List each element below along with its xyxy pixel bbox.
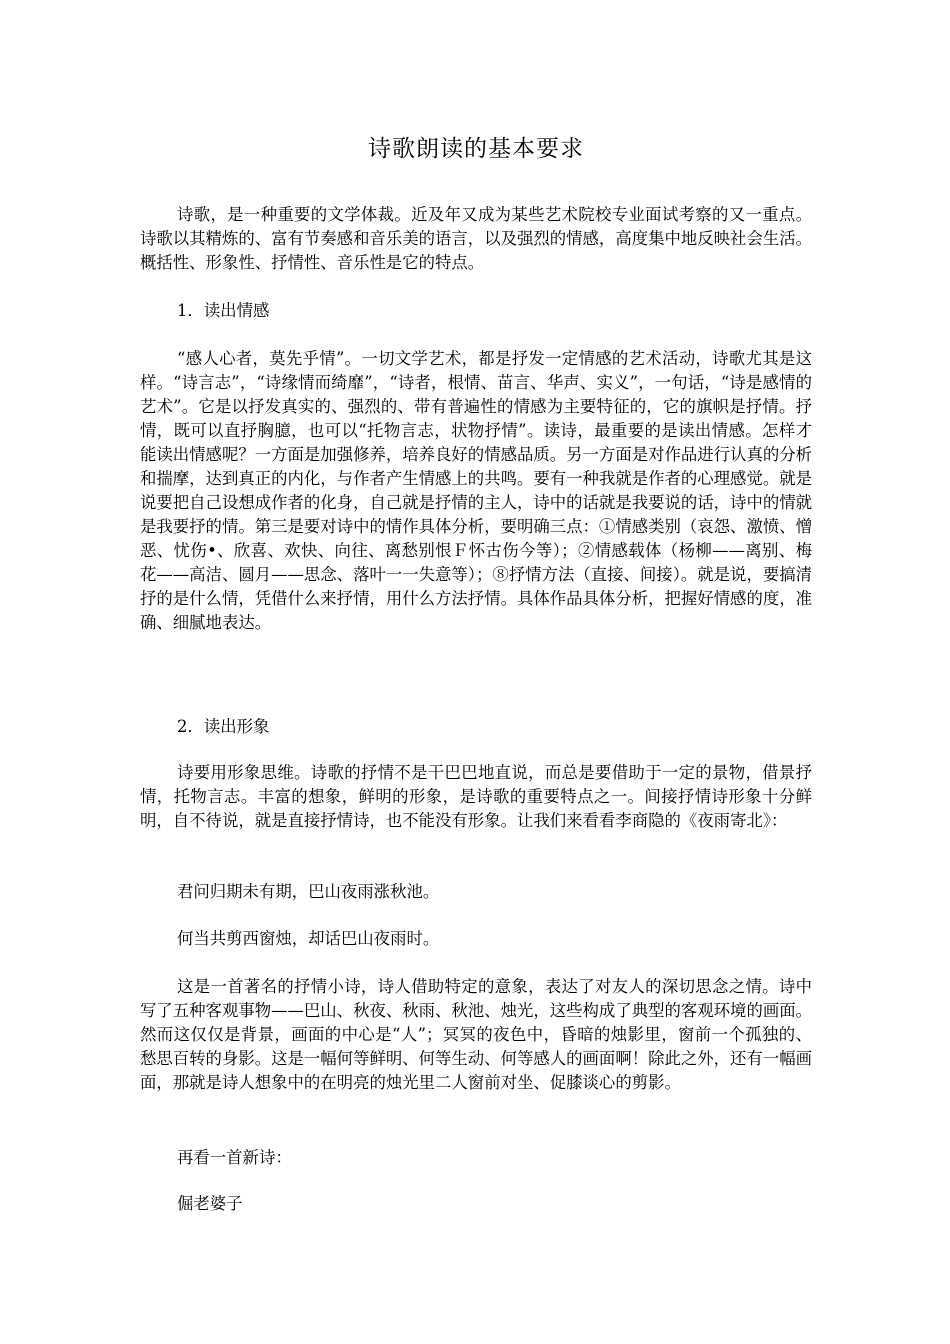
new-poem-title: 倔老婆子 <box>177 1194 243 1213</box>
new-poem-intro: 再看一首新诗： <box>177 1148 292 1167</box>
poem-line-2: 何当共剪西窗烛，却话巴山夜雨时。 <box>177 929 440 948</box>
intro-paragraph: 诗歌，是一种重要的文学体裁。近及年又成为某些艺术院校专业面试考察的又一重点。诗歌以其精炼的、富有节奏感和音乐美的语言，以及强烈的情感，高度集中地反映社会生活。概括性、形象性、抒情性、音乐性是它的特点。 <box>140 205 813 272</box>
emotion-paragraph: “感人心者，莫先乎情”。一切文学艺术，都是抒发一定情感的艺术活动，诗歌尤其是这样。“诗言志”，“诗缘情而绮靡”，“诗者，根情、苗言、华声、实义”，一句话，“诗是感情的艺术”。它是以抒发真实的、强烈的、带有普遍性的情感为主要特征的，它的旗帜是抒情。抒情，既可以直抒胸臆，也可以“托物言志，状物抒情”。读诗，最重要的是读出情感。怎样才能读出情感呢？一方面是加强修养，培养良好的情感品质。另一方面是对作品进行认真的分析和揣摩，达到真正的内化，与作者产生情感上的共鸣。要有一种我就是作者的心理感觉。就是说要把自己设想成作者的化身，自己就是抒情的主人，诗中的话就是我要说的话，诗中的情就是我要抒的情。第三是要对诗中的情作具体分析，要明确三点：①情感类别（哀怨、激愤、憎恶、忧伤•、欣喜、欢快、向往、离愁别恨Ｆ怀古伤今等）；②情感载体（杨柳——离别、梅花——高洁、圆月——思念、落叶一一失意等）；⑧抒情方法（直接、间接）。就是说，要搞清抒的是什么情，凭借什么来抒情，用什么方法抒情。具体作品具体分析，把握好情感的度，准确、细腻地表达。 <box>140 349 813 632</box>
document-title: 诗歌朗读的基本要求 <box>368 136 584 162</box>
imagery-paragraph: 诗要用形象思维。诗歌的抒情不是干巴巴地直说，而总是要借助于一定的景物，借景抒情，托物言志。丰富的想象，鲜明的形象，是诗歌的重要特点之一。间接抒情诗形象十分鲜明，自不待说，就是直接抒情诗，也不能没有形象。让我们来看看李商隐的《夜雨寄北》： <box>140 763 812 830</box>
section-heading-imagery: 2．读出形象 <box>177 717 270 736</box>
poem-line-1: 君问归期未有期，巴山夜雨涨秋池。 <box>177 882 440 901</box>
section-heading-emotion: 1．读出情感 <box>177 301 270 320</box>
poem-analysis-paragraph: 这是一首著名的抒情小诗，诗人借助特定的意象，表达了对友人的深切思念之情。诗中写了五种客观事物——巴山、秋夜、秋雨、秋池、烛光，这些构成了典型的客观环境的画面。然而这仅仅是背景，画面的中心是“人”；冥冥的夜色中，昏暗的烛影里，窗前一个孤独的、愁思百转的身影。这是一幅何等鲜明、何等生动、何等感人的画面啊！除此之外，还有一幅画面，那就是诗人想象中的在明亮的烛光里二人窗前对坐、促膝谈心的剪影。 <box>140 977 813 1092</box>
